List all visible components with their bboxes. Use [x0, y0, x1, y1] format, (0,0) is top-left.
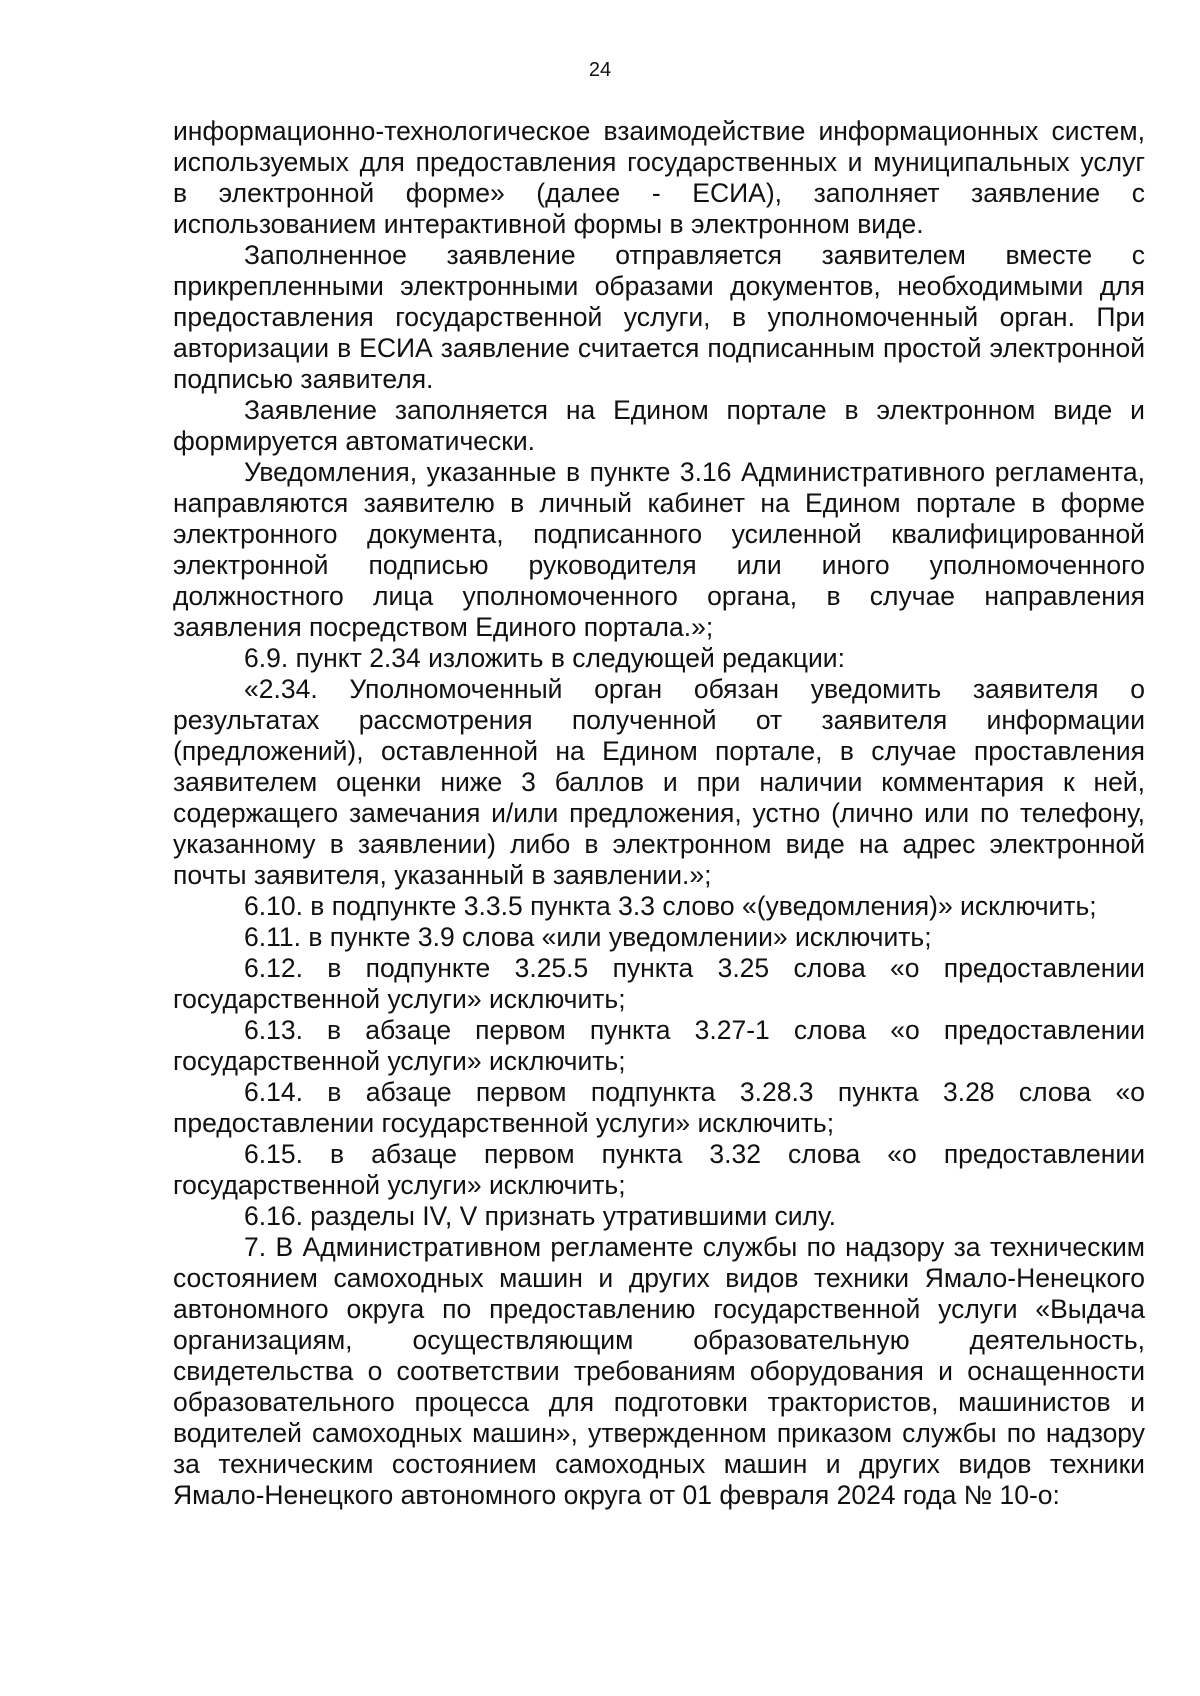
- document-body: [173, 116, 1145, 1511]
- paragraph-item-6-13: 6.13. в абзаце первом пункта 3.27-1 слова «о предоставлении государственной услуги» исключить;: [173, 1015, 1145, 1076]
- paragraph-item-6-15: 6.15. в абзаце первом пункта 3.32 слова «о предоставлении государственной услуги» исключить;: [173, 1139, 1145, 1200]
- paragraph-esia-form: информационно-технологическое взаимодействие информационных систем, используемых для предоставления государственных и муниципальных услуг в электронной форме» (далее - ЕСИА), заполняет заявление с использованием интерактивной формы в электронном виде.: [173, 116, 1145, 239]
- paragraph-item-6-12: 6.12. в подпункте 3.25.5 пункта 3.25 слова «о предоставлении государственной услуги» исключить;: [173, 953, 1145, 1014]
- paragraph-item-7: 7. В Административном регламенте службы по надзору за техническим состоянием самоходных машин и других видов техники Ямало-Ненецкого автономного округа по предоставлению государственной услуги «Выдача организациям, осуществляющим образовательную деятельность, свидетельства о соответствии требованиям оборудования и оснащенности образовательного процесса для подготовки трактористов, машинистов и водителей самоходных машин», утвержденном приказом службы по надзору за техническим состоянием самоходных машин и других видов техники Ямало-Ненецкого автономного округа от 01 февраля 2024 года № 10-о:: [173, 1232, 1145, 1510]
- paragraph-item-2-34: «2.34. Уполномоченный орган обязан уведомить заявителя о результатах рассмотрения полученной от заявителя информации (предложений), оставленной на Едином портале, в случае проставления заявителем оценки ниже 3 баллов и при наличии комментария к ней, содержащего замечания и/или предложения, устно (лично или по телефону, указанному в заявлении) либо в электронном виде на адрес электронной почты заявителя, указанный в заявлении.»;: [173, 674, 1145, 890]
- paragraph-item-6-16: 6.16. разделы IV, V признать утратившими силу.: [244, 1201, 836, 1231]
- paragraph-application-filled: Заявление заполняется на Едином портале в электронном виде и формируется автоматически.: [173, 395, 1145, 456]
- page-number: 24: [588, 59, 612, 81]
- paragraph-item-6-14: 6.14. в абзаце первом подпункта 3.28.3 пункта 3.28 слова «о предоставлении государственной услуги» исключить;: [173, 1077, 1145, 1138]
- paragraph-item-6-11: 6.11. в пункте 3.9 слова «или уведомлении» исключить;: [244, 922, 932, 952]
- paragraph-item-6-9: 6.9. пункт 2.34 изложить в следующей редакции:: [244, 643, 845, 673]
- paragraph-item-6-10: 6.10. в подпункте 3.3.5 пункта 3.3 слово «(уведомления)» исключить;: [244, 891, 1097, 921]
- paragraph-notifications: Уведомления, указанные в пункте 3.16 Административного регламента, направляются заявителю в личный кабинет на Едином портале в форме электронного документа, подписанного усиленной квалифицированной электронной подписью руководителя или иного уполномоченного должностного лица уполномоченного органа, в случае направления заявления посредством Единого портала.»;: [173, 457, 1145, 642]
- paragraph-application-sent: Заполненное заявление отправляется заявителем вместе с прикрепленными электронными образами документов, необходимыми для предоставления государственной услуги, в уполномоченный орган. При авторизации в ЕСИА заявление считается подписанным простой электронной подписью заявителя.: [173, 240, 1145, 394]
